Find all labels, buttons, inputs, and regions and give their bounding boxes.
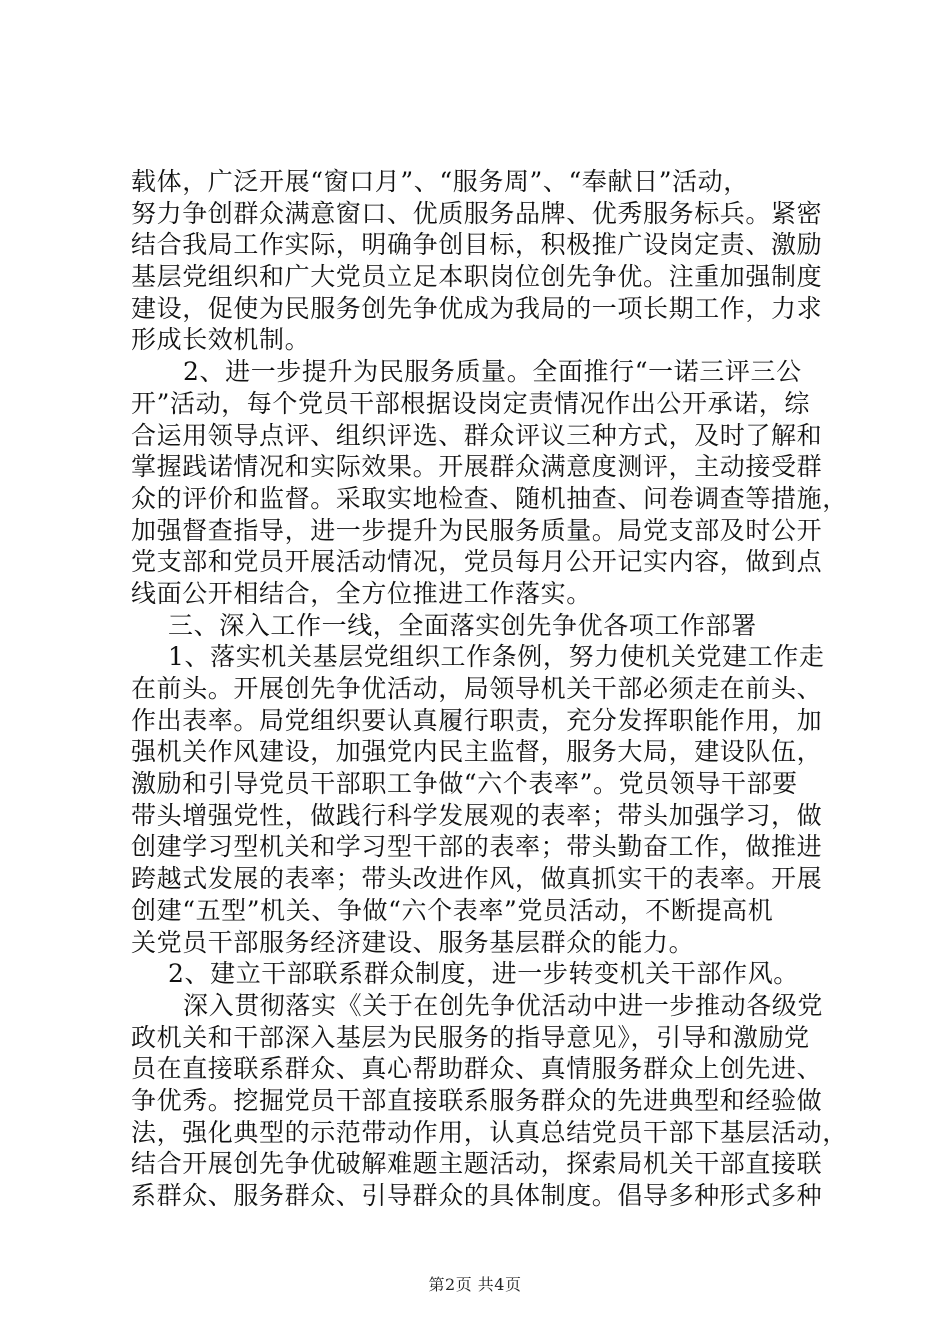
text-line: 作出表率。局党组织要认真履行职责，充分发挥职能作用，加 [131,705,823,735]
text-line: 形成长效机制。 [131,325,311,355]
text-line: 掌握践诺情况和实际效果。开展群众满意度测评，主动接受群 [131,452,823,482]
text-line: 载体，广泛开展“窗口月”、“服务周”、“奉献日”活动， [131,167,749,196]
text-line: 众的评价和监督。采取实地检查、随机抽查、问卷调查等措施， [131,483,848,513]
text-line: 基层党组织和广大党员立足本职岗位创先争优。注重加强制度 [131,262,823,292]
text-line: 在前头。开展创先争优活动，局领导机关干部必须走在前头、 [131,674,823,703]
text-line: 员在直接联系群众、真心帮助群众、真情服务群众上创先进、 [131,1054,823,1084]
text-line: 系群众、服务群众、引导群众的具体制度。倡导多种形式多种 [131,1181,823,1210]
paragraph-start-line: 2、进一步提升为民服务质量。全面推行“一诺三评三公 [183,357,802,387]
text-line: 合运用领导点评、组织评选、群众评议三种方式，及时了解和 [131,420,823,450]
text-line: 结合我局工作实际，明确争创目标，积极推广设岗定责、激励 [131,230,823,260]
text-line: 强机关作风建设，加强党内民主监督，服务大局，建设队伍， [131,737,823,767]
text-line: 关党员干部服务经济建设、服务基层群众的能力。 [131,927,695,957]
paragraph-start-line: 1、落实机关基层党组织工作条例，努力使机关党建工作走 [168,642,825,672]
page-number-footer: 第2页 共4页 [428,1275,522,1294]
text-line: 创建“五型”机关、争做“六个表率”党员活动，不断提高机 [131,895,774,925]
text-line: 创建学习型机关和学习型干部的表率；带头勤奋工作，做推进 [131,832,823,862]
document-body [131,166,848,1212]
paragraph-start-line: 深入贯彻落实《关于在创先争优活动中进一步推动各级党 [183,990,824,1020]
text-line: 加强督查指导，进一步提升为民服务质量。局党支部及时公开 [131,515,823,545]
text-line: 带头增强党性，做践行科学发展观的表率；带头加强学习，做 [131,800,823,830]
text-line: 争优秀。挖掘党员干部直接联系服务群众的先进典型和经验做 [131,1085,823,1115]
paragraph-start-line: 2、建立干部联系群众制度，进一步转变机关干部作风。 [168,959,799,989]
text-line: 法，强化典型的示范带动作用，认真总结党员干部下基层活动， [131,1117,848,1147]
text-line: 激励和引导党员干部职工争做“六个表率”。党员领导干部要 [131,769,798,799]
text-line: 结合开展创先争优破解难题主题活动，探索局机关干部直接联 [131,1149,823,1179]
text-line: 努力争创群众满意窗口、优质服务品牌、优秀服务标兵。紧密 [131,198,823,228]
text-line: 建设，促使为民服务创先争优成为我局的一项长期工作，力求 [131,293,823,323]
section-heading: 三、深入工作一线，全面落实创先争优各项工作部署 [168,610,757,640]
text-line: 开”活动，每个党员干部根据设岗定责情况作出公开承诺，综 [131,388,810,418]
text-line: 跨越式发展的表率；带头改进作风，做真抓实干的表率。开展 [131,864,823,894]
text-line: 党支部和党员开展活动情况，党员每月公开记实内容，做到点 [131,547,823,577]
text-line: 政机关和干部深入基层为民服务的指导意见》，引导和激励党 [131,1022,810,1052]
text-line: 线面公开相结合，全方位推进工作落实。 [131,578,592,608]
